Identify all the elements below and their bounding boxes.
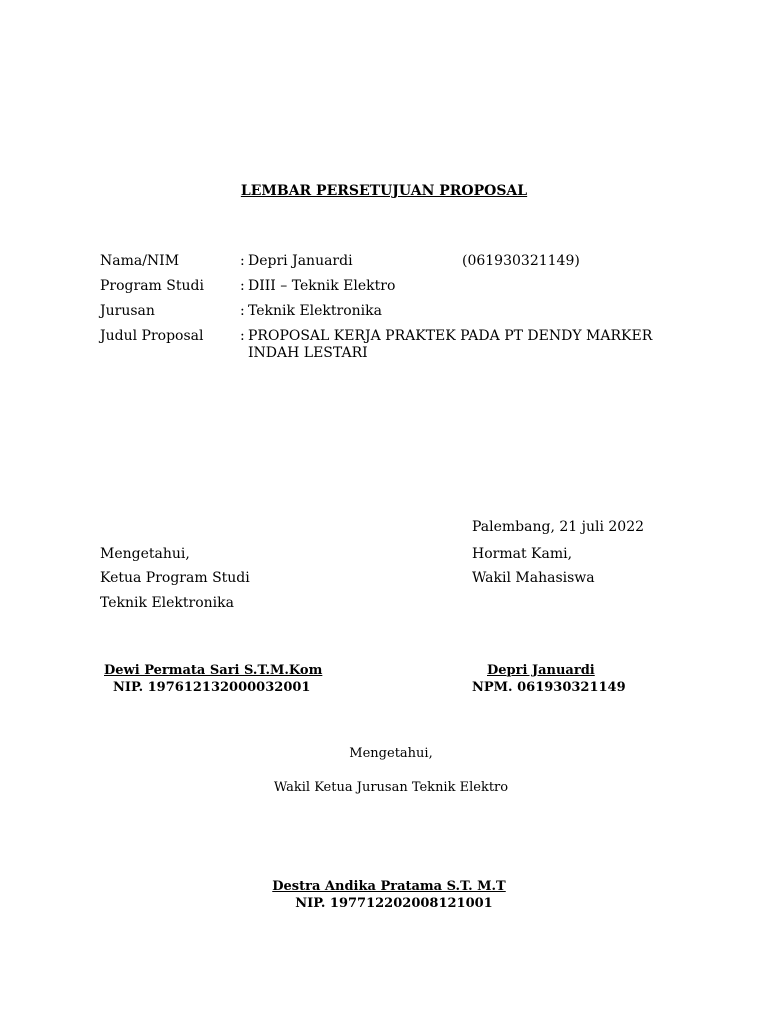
left-role-line1: Ketua Program Studi: [100, 570, 250, 586]
field-value-program-studi: DIII – Teknik Elektro: [248, 278, 396, 294]
bottom-acknowledge-label: Mengetahui,: [349, 746, 433, 761]
bottom-signer-name-text: Destra Andika Pratama S.T. M.T: [272, 879, 506, 894]
bottom-signer-name: [0, 878, 768, 896]
right-greeting: Hormat Kami,: [472, 546, 573, 562]
document-title: [0, 183, 768, 199]
document-title-text: LEMBAR PERSETUJUAN PROPOSAL: [240, 183, 528, 199]
place-date: Palembang, 21 juli 2022: [472, 519, 645, 535]
left-acknowledge-label: Mengetahui,: [100, 546, 190, 562]
field-sep-jurusan: :: [240, 303, 245, 319]
bottom-role: Wakil Ketua Jurusan Teknik Elektro: [273, 780, 509, 795]
field-label-program-studi: Program Studi: [100, 278, 204, 294]
field-label-judul-proposal: Judul Proposal: [100, 328, 204, 344]
left-signer-name: Dewi Permata Sari S.T.M.Kom: [104, 663, 323, 678]
left-signer-id: NIP. 197612132000032001: [113, 680, 311, 695]
right-signer-id: NPM. 061930321149: [472, 680, 626, 695]
right-signer-name: Depri Januardi: [487, 663, 595, 678]
field-value-nim: (061930321149): [462, 253, 580, 269]
field-sep-nama-nim: :: [240, 253, 245, 269]
field-value-judul-line1: PROPOSAL KERJA PRAKTEK PADA PT DENDY MARKER: [248, 328, 653, 344]
field-value-jurusan: Teknik Elektronika: [248, 303, 382, 319]
right-role: Wakil Mahasiswa: [472, 570, 595, 586]
field-sep-program-studi: :: [240, 278, 245, 294]
left-role-line2: Teknik Elektronika: [100, 595, 234, 611]
field-sep-judul-proposal: :: [240, 328, 245, 344]
field-label-nama-nim: Nama/NIM: [100, 253, 180, 269]
bottom-signer-id: NIP. 197712202008121001: [295, 896, 493, 911]
field-value-nama: Depri Januardi: [248, 253, 353, 269]
field-value-judul-line2: INDAH LESTARI: [248, 345, 368, 361]
field-label-jurusan: Jurusan: [100, 303, 155, 319]
